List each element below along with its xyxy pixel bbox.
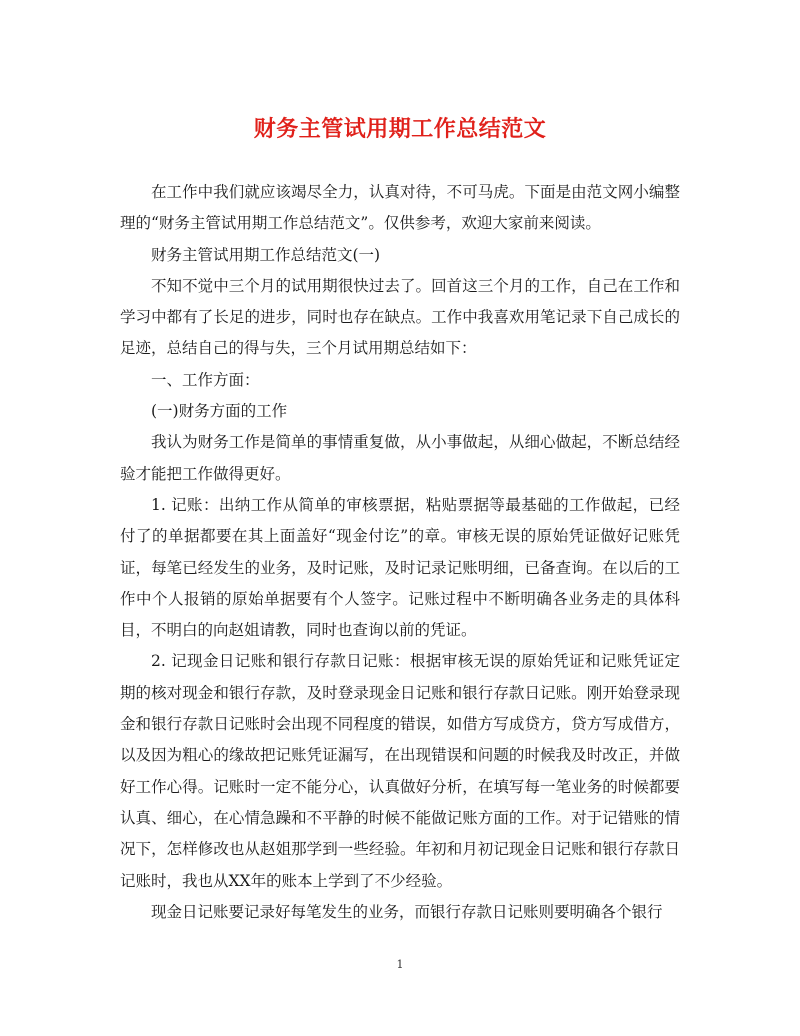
body-paragraph: 现金日记账要记录好每笔发生的业务，而银行存款日记账则要明确各个银行 — [151, 902, 663, 921]
document-title: 财务主管试用期工作总结范文 — [253, 116, 547, 142]
item-cash-journal: 2. 记现金日记账和银行存款日记账：根据审核无误的原始凭证和记账凭证定期的核对现金和银行存款，及时登录现金日记账和银行存款日记账。刚开始登录现金和银行存款日记账时会出现不同程度的错误，如借方写成贷方，贷方写成借方，以及因为粗心的缘故把记账凭证漏写，在出现错误和问题的时候我及时改正，并做好工作心得。记账时一定不能分心，认真做好分析，在填写每一笔业务的时候都要认真、细心，在心情急躁和不平静的时候不能做记账方面的工作。对于记错账的情况下，怎样修改也从赵姐那学到一些经验。年初和月初记现金日记账和银行存款日记账时，我也从XX年的账本上学到了不少经验。 — [120, 652, 680, 890]
document-body — [120, 177, 680, 928]
item-bookkeeping: 1. 记账：出纳工作从简单的审核票据，粘贴票据等最基础的工作做起，已经付了的单据都要在其上面盖好“现金付讫”的章。审核无误的原始凭证做好记账凭证，每笔已经发生的业务，及时记账，及时记录记账明细，已备查询。在以后的工作中个人报销的原始单据要有个人签字。记账过程中不断明确各业务走的具体科目，不明白的向赵姐请教，同时也查询以前的凭证。 — [120, 495, 680, 640]
intro-paragraph: 在工作中我们就应该竭尽全力，认真对待，不可马虎。下面是由范文网小编整理的“财务主管试用期工作总结范文”。仅供参考，欢迎大家前来阅读。 — [120, 183, 680, 233]
subsection-heading-finance: (一)财务方面的工作 — [151, 402, 288, 421]
body-paragraph: 我认为财务工作是简单的事情重复做，从小事做起，从细心做起，不断总结经验才能把工作做得更好。 — [120, 433, 680, 483]
section-heading-one: 财务主管试用期工作总结范文(一) — [151, 245, 381, 264]
page-number: 1 — [396, 958, 404, 971]
body-paragraph: 不知不觉中三个月的试用期很快过去了。回首这三个月的工作，自己在工作和学习中都有了长足的进步，同时也存在缺点。工作中我喜欢用笔记录下自己成长的足迹，总结自己的得与失，三个月试用期总结如下： — [120, 276, 680, 358]
section-heading-work: 一、工作方面： — [151, 370, 260, 389]
